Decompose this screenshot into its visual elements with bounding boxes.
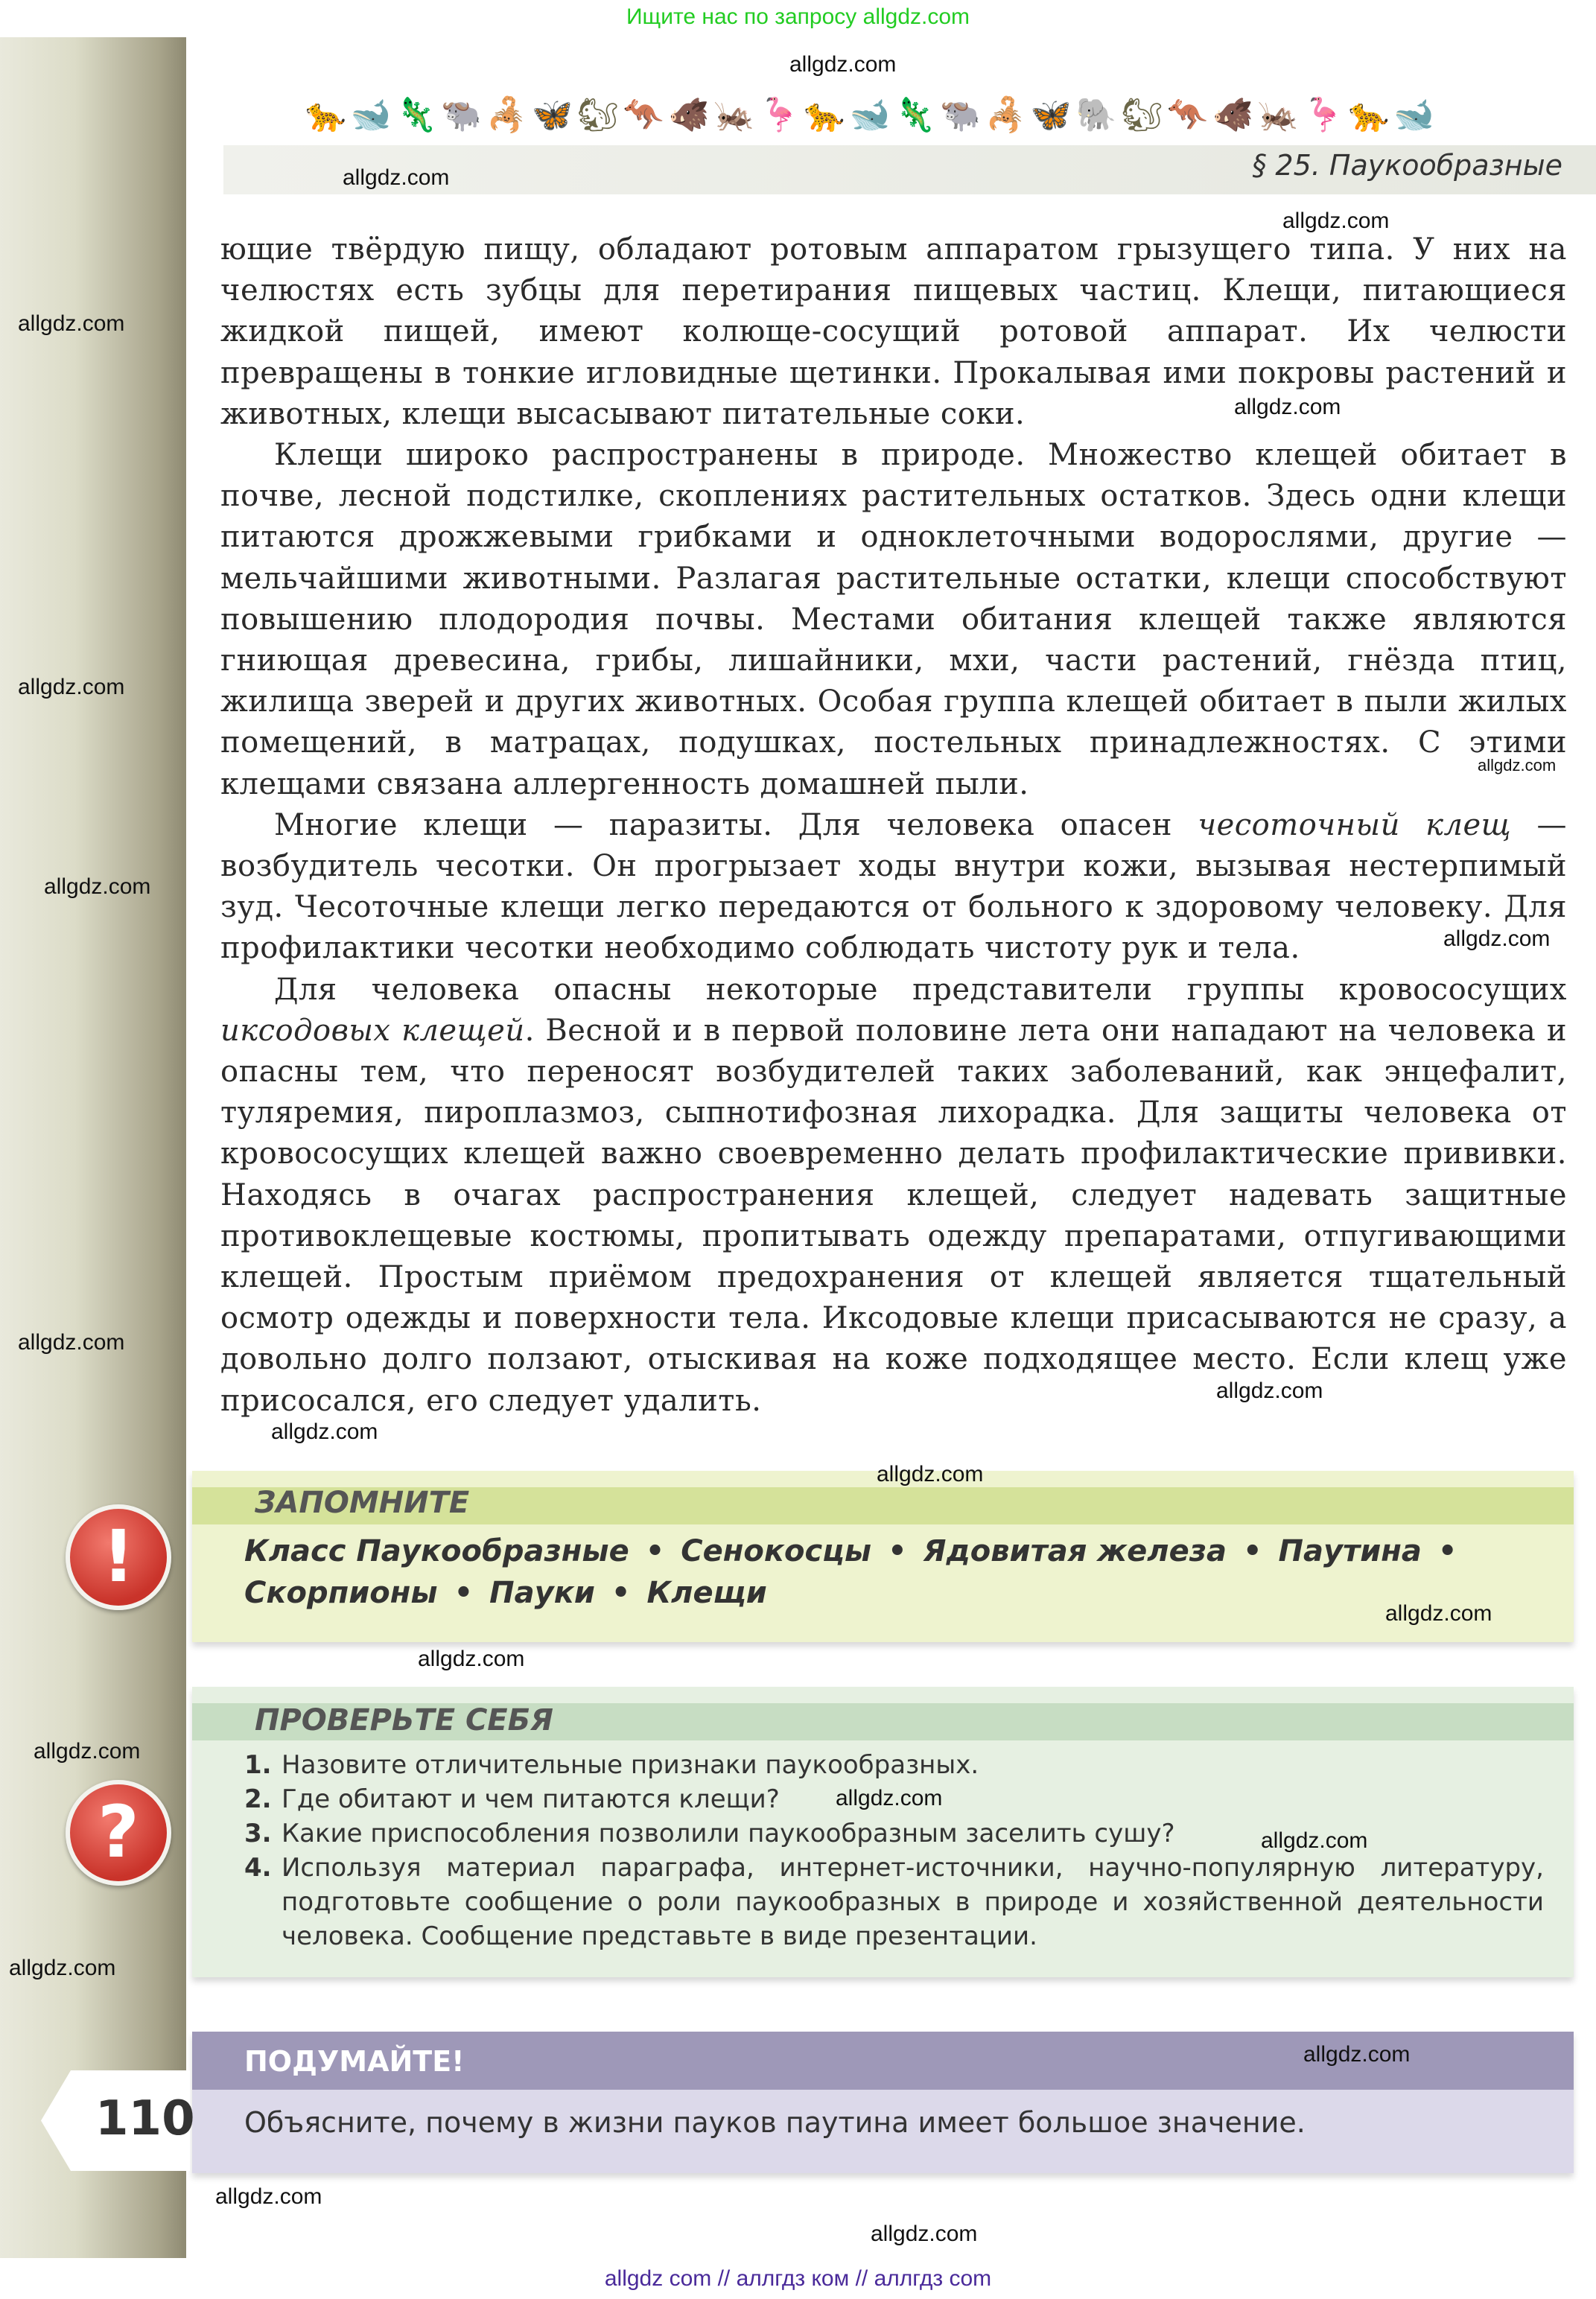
exclamation-icon: ! [66, 1504, 171, 1610]
watermark: allgdz.com [1282, 209, 1390, 233]
separator: • [888, 1534, 907, 1568]
term: Пауки [489, 1576, 595, 1610]
watermark: allgdz.com [877, 1462, 984, 1486]
key-terms [244, 1530, 1570, 1614]
question-number: 4. [244, 1853, 272, 1883]
question-text: Используя материал параграфа, интернет-источники, научно-популярную литературу, подготовьте сообщение о роли паукообразных в природе и хозяйственной деятельности человека. Сообщение представьте в виде презентации. [282, 1853, 1544, 1951]
watermark: allgdz.com [34, 1739, 141, 1764]
separator: • [645, 1534, 665, 1568]
term: Ядовитая железа [923, 1534, 1227, 1568]
question-text: Назовите отличительные признаки паукообразных. [282, 1750, 979, 1780]
watermark: allgdz.com [9, 1956, 116, 1980]
watermark: allgdz.com [1261, 1828, 1368, 1853]
remember-title: ЗАПОМНИТЕ [255, 1486, 470, 1520]
term: Паутина [1278, 1534, 1422, 1568]
term-italic: чесоточный клещ [1198, 807, 1512, 842]
paragraph [220, 805, 1567, 970]
paragraph: ющие твёрдую пищу, обладают ротовым аппаратом грызущего типа. У них на челюстях есть зубцы для перетирания пищевых частиц. Клещи, питающиеся жидкой пищей, имеют колюще-сосущий ротовой аппарат. Их челюсти превращены в тонкие игловидные щетинки. Прокалывая ими покровы растений и животных, клещи высасывают питательные соки. [220, 232, 1567, 431]
watermark: allgdz.com [871, 2222, 978, 2246]
watermark: allgdz.com [418, 1647, 525, 1671]
watermark: allgdz.com [1385, 1601, 1492, 1626]
remember-box [192, 1471, 1574, 1642]
separator: • [454, 1576, 474, 1610]
watermark: allgdz.com [836, 1786, 943, 1810]
separator: • [1242, 1534, 1262, 1568]
body-text [220, 229, 1567, 1422]
bottom-banner[interactable]: allgdz com // аллгдз ком // аллгдз com [604, 2266, 992, 2291]
question-item [244, 1851, 1544, 1953]
think-title: ПОДУМАЙТЕ! [244, 2045, 465, 2078]
watermark: allgdz.com [789, 52, 897, 77]
text: Многие клещи — паразиты. Для человека опасен [274, 807, 1198, 842]
question-text: Какие приспособления позволили паукообразным заселить сушу? [282, 1819, 1175, 1848]
watermark: allgdz.com [1234, 395, 1341, 419]
watermark: allgdz.com [18, 1330, 125, 1355]
separator: • [611, 1576, 631, 1610]
check-title: ПРОВЕРЬТЕ СЕБЯ [255, 1703, 553, 1737]
book-spine [0, 37, 186, 2258]
separator: • [1437, 1534, 1457, 1568]
term: Сенокосцы [681, 1534, 872, 1568]
top-banner[interactable]: Ищите нас по запросу allgdz.com [626, 4, 970, 29]
term-italic: иксодовых клещей [220, 1013, 525, 1048]
question-item [244, 1748, 1544, 1782]
text: — возбудитель чесотки. Он прогрызает ходы внутри кожи, вызывая нестерпимый зуд. Чесоточные клещи легко передаются от больного к здоровому человеку. Для профилактики чесотки необходимо соблюдать чистоту рук и тела. [220, 807, 1567, 966]
animal-silhouettes-decoration: 🐆 🐋 🦎 🐃 🦂 🦋 🐿 🦘 🐗 🦗 🦩 🐆 🐋 🦎 🐃 🦂 🦋 🐘 🐿 🦘 🐗 🦗 🦩 🐆 🐋 [305, 96, 1435, 134]
term: Скорпионы [244, 1576, 438, 1610]
question-number: 2. [244, 1784, 272, 1814]
watermark: allgdz.com [18, 311, 125, 336]
question-icon: ? [66, 1780, 171, 1886]
text: . Весной и в первой половине лета они нападают на человека и опасны тем, что переносят возбудителей таких заболеваний, как энцефалит, туляремия, пироплазмоз, сыпнотифозная лихорадка. Для защиты человека от кровососущих клещей важно своевременно делать профилактические прививки. Находясь в очагах распространения клещей, следует надевать защитные противоклещевые костюмы, пропитывать одежду препаратами, отпугивающими клещей. Простым приёмом предохранения от клещей является тщательный осмотр одежды и поверхности тела. Иксодовые клещи присасываются не сразу, а довольно долго ползают, отыскивая на коже подходящее место. Если клещ уже присосался, его следует удалить. [220, 1013, 1567, 1418]
question-number: 1. [244, 1750, 272, 1780]
watermark: allgdz.com [1303, 2042, 1411, 2067]
watermark: allgdz.com [343, 165, 450, 190]
term: Клещи [646, 1576, 767, 1610]
section-title: § 25. Паукообразные [1252, 149, 1562, 182]
question-text: Где обитают и чем питаются клещи? [282, 1784, 780, 1814]
question-number: 3. [244, 1819, 272, 1848]
watermark: allgdz.com [271, 1419, 378, 1444]
watermark: allgdz.com [44, 874, 151, 899]
text: Для человека опасны некоторые представители группы кровососущих [274, 972, 1567, 1007]
think-text: Объясните, почему в жизни пауков паутина имеет большое значение. [244, 2106, 1306, 2139]
page-number: 110 [95, 2091, 195, 2146]
watermark: allgdz.com [1478, 756, 1557, 775]
watermark: allgdz.com [1443, 926, 1551, 951]
watermark: allgdz.com [215, 2184, 322, 2209]
watermark: allgdz.com [1216, 1379, 1323, 1403]
watermark: allgdz.com [18, 675, 125, 699]
paragraph [220, 970, 1567, 1422]
paragraph: Клещи широко распространены в природе. Множество клещей обитает в почве, лесной подстилке, скоплениях растительных остатков. Здесь одни клещи питаются дрожжевыми грибками и одноклеточными водорослями, другие — мельчайшими животными. Разлагая растительные остатки, клещи способствуют повышению плодородия почвы. Местами обитания клещей также являются гниющая древесина, грибы, лишайники, мхи, части растений, гнёзда птиц, жилища зверей и других животных. Особая группа клещей обитает в пыли жилых помещений, в матрацах, подушках, постельных принадлежностях. С этими клещами связана аллергенность домашней пыли. [220, 438, 1567, 801]
term: Класс Паукообразные [244, 1534, 629, 1568]
